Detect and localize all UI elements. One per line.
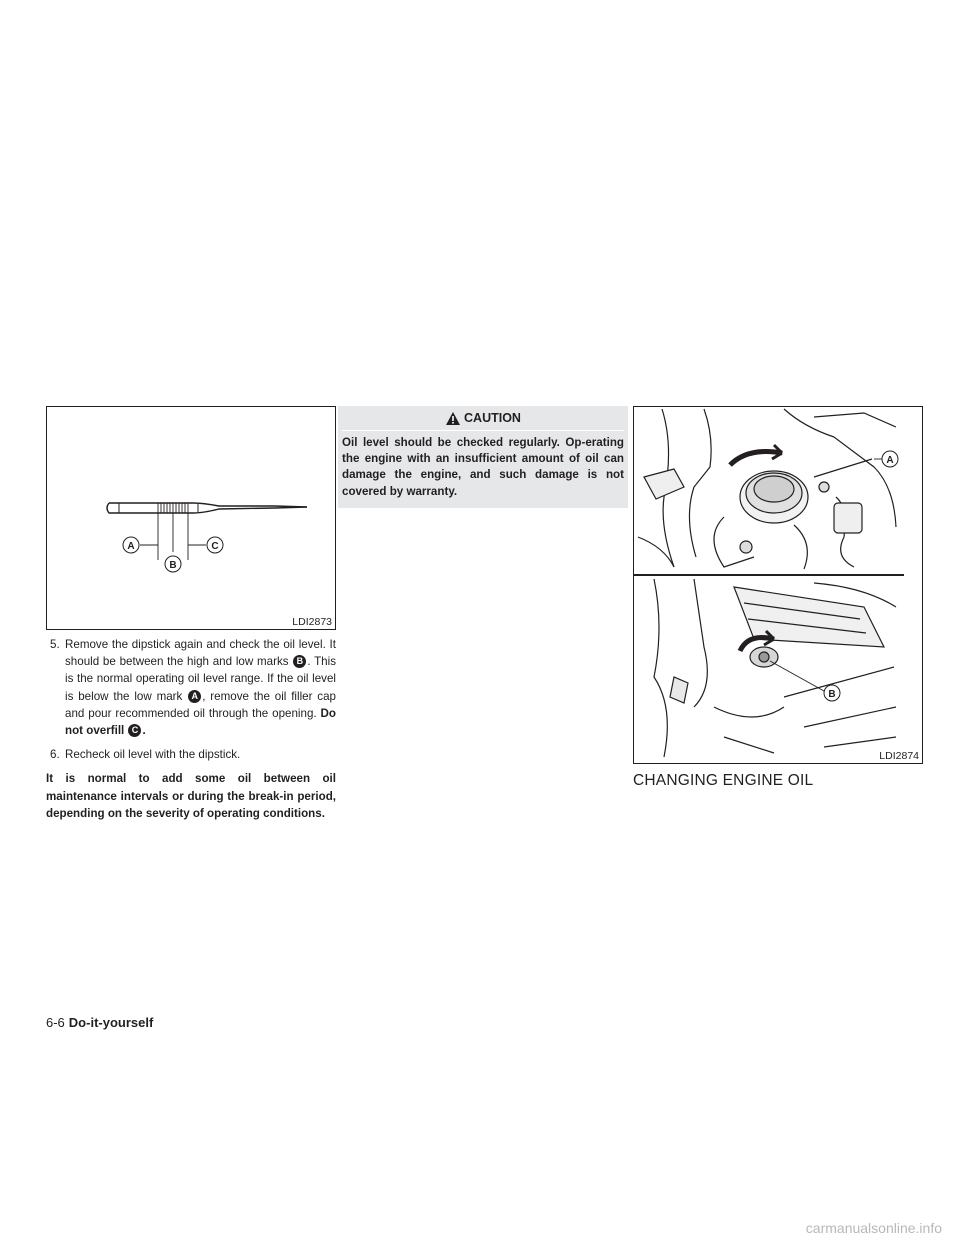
step-text: . This is the normal operating oil level range. If the oil level is below the low mark xyxy=(65,655,337,703)
step-5 xyxy=(46,636,336,739)
engine-oil-illustration xyxy=(634,407,904,763)
watermark-text: carmanualsonline.info xyxy=(805,1220,942,1236)
section-title: CHANGING ENGINE OIL xyxy=(633,772,814,789)
page-footer xyxy=(46,1015,153,1030)
caution-box xyxy=(338,406,628,508)
svg-text:A: A xyxy=(127,541,135,552)
svg-text:A: A xyxy=(886,455,894,466)
mark-a-badge: A xyxy=(188,690,201,703)
warning-triangle-icon xyxy=(445,411,461,426)
dipstick-figure xyxy=(46,406,336,630)
figure-id: LDI2873 xyxy=(292,616,332,628)
step-text: Remove the dipstick again and check the oil level. It should be between the high and low marks xyxy=(65,638,336,669)
label-b-marker xyxy=(824,685,840,701)
svg-text:B: B xyxy=(828,689,836,700)
label-a-marker xyxy=(123,537,139,553)
engine-oil-figure xyxy=(633,406,923,764)
chapter-name: Do-it-yourself xyxy=(68,1015,154,1030)
step-6 xyxy=(46,746,336,763)
caution-title: CAUTION xyxy=(464,411,521,425)
caution-text: Oil level should be checked regularly. Op-erating the engine with an insufficient amount of oil can damage the engine, and such damage is not covered by warranty. xyxy=(342,436,624,498)
label-a-marker xyxy=(882,451,898,467)
step-list xyxy=(46,636,336,763)
caution-header xyxy=(342,406,624,431)
note-paragraph: It is normal to add some oil between oil maintenance intervals or during the break-in period, depending on the severity of operating conditions. xyxy=(46,772,336,820)
right-column xyxy=(633,406,923,790)
mark-c-badge: C xyxy=(128,724,141,737)
step-number: 6. xyxy=(50,748,60,762)
dipstick-illustration xyxy=(47,407,335,629)
step-text: Recheck oil level with the dipstick. xyxy=(65,748,241,762)
svg-text:C: C xyxy=(211,541,219,552)
step-number: 5. xyxy=(50,638,60,651)
svg-text:B: B xyxy=(169,560,177,571)
figure-id: LDI2874 xyxy=(879,750,919,762)
page-number: 6-6 xyxy=(46,1015,65,1030)
step-warning-text: Do not overfill xyxy=(65,706,336,738)
step-warning-end: . xyxy=(142,724,146,738)
middle-column xyxy=(338,406,628,508)
label-b-marker xyxy=(165,556,181,572)
step-text: , remove the oil filler cap and pour recommended oil through the opening. xyxy=(65,689,337,720)
left-column xyxy=(46,406,336,822)
mark-b-badge: B xyxy=(293,655,306,668)
label-c-marker xyxy=(207,537,223,553)
